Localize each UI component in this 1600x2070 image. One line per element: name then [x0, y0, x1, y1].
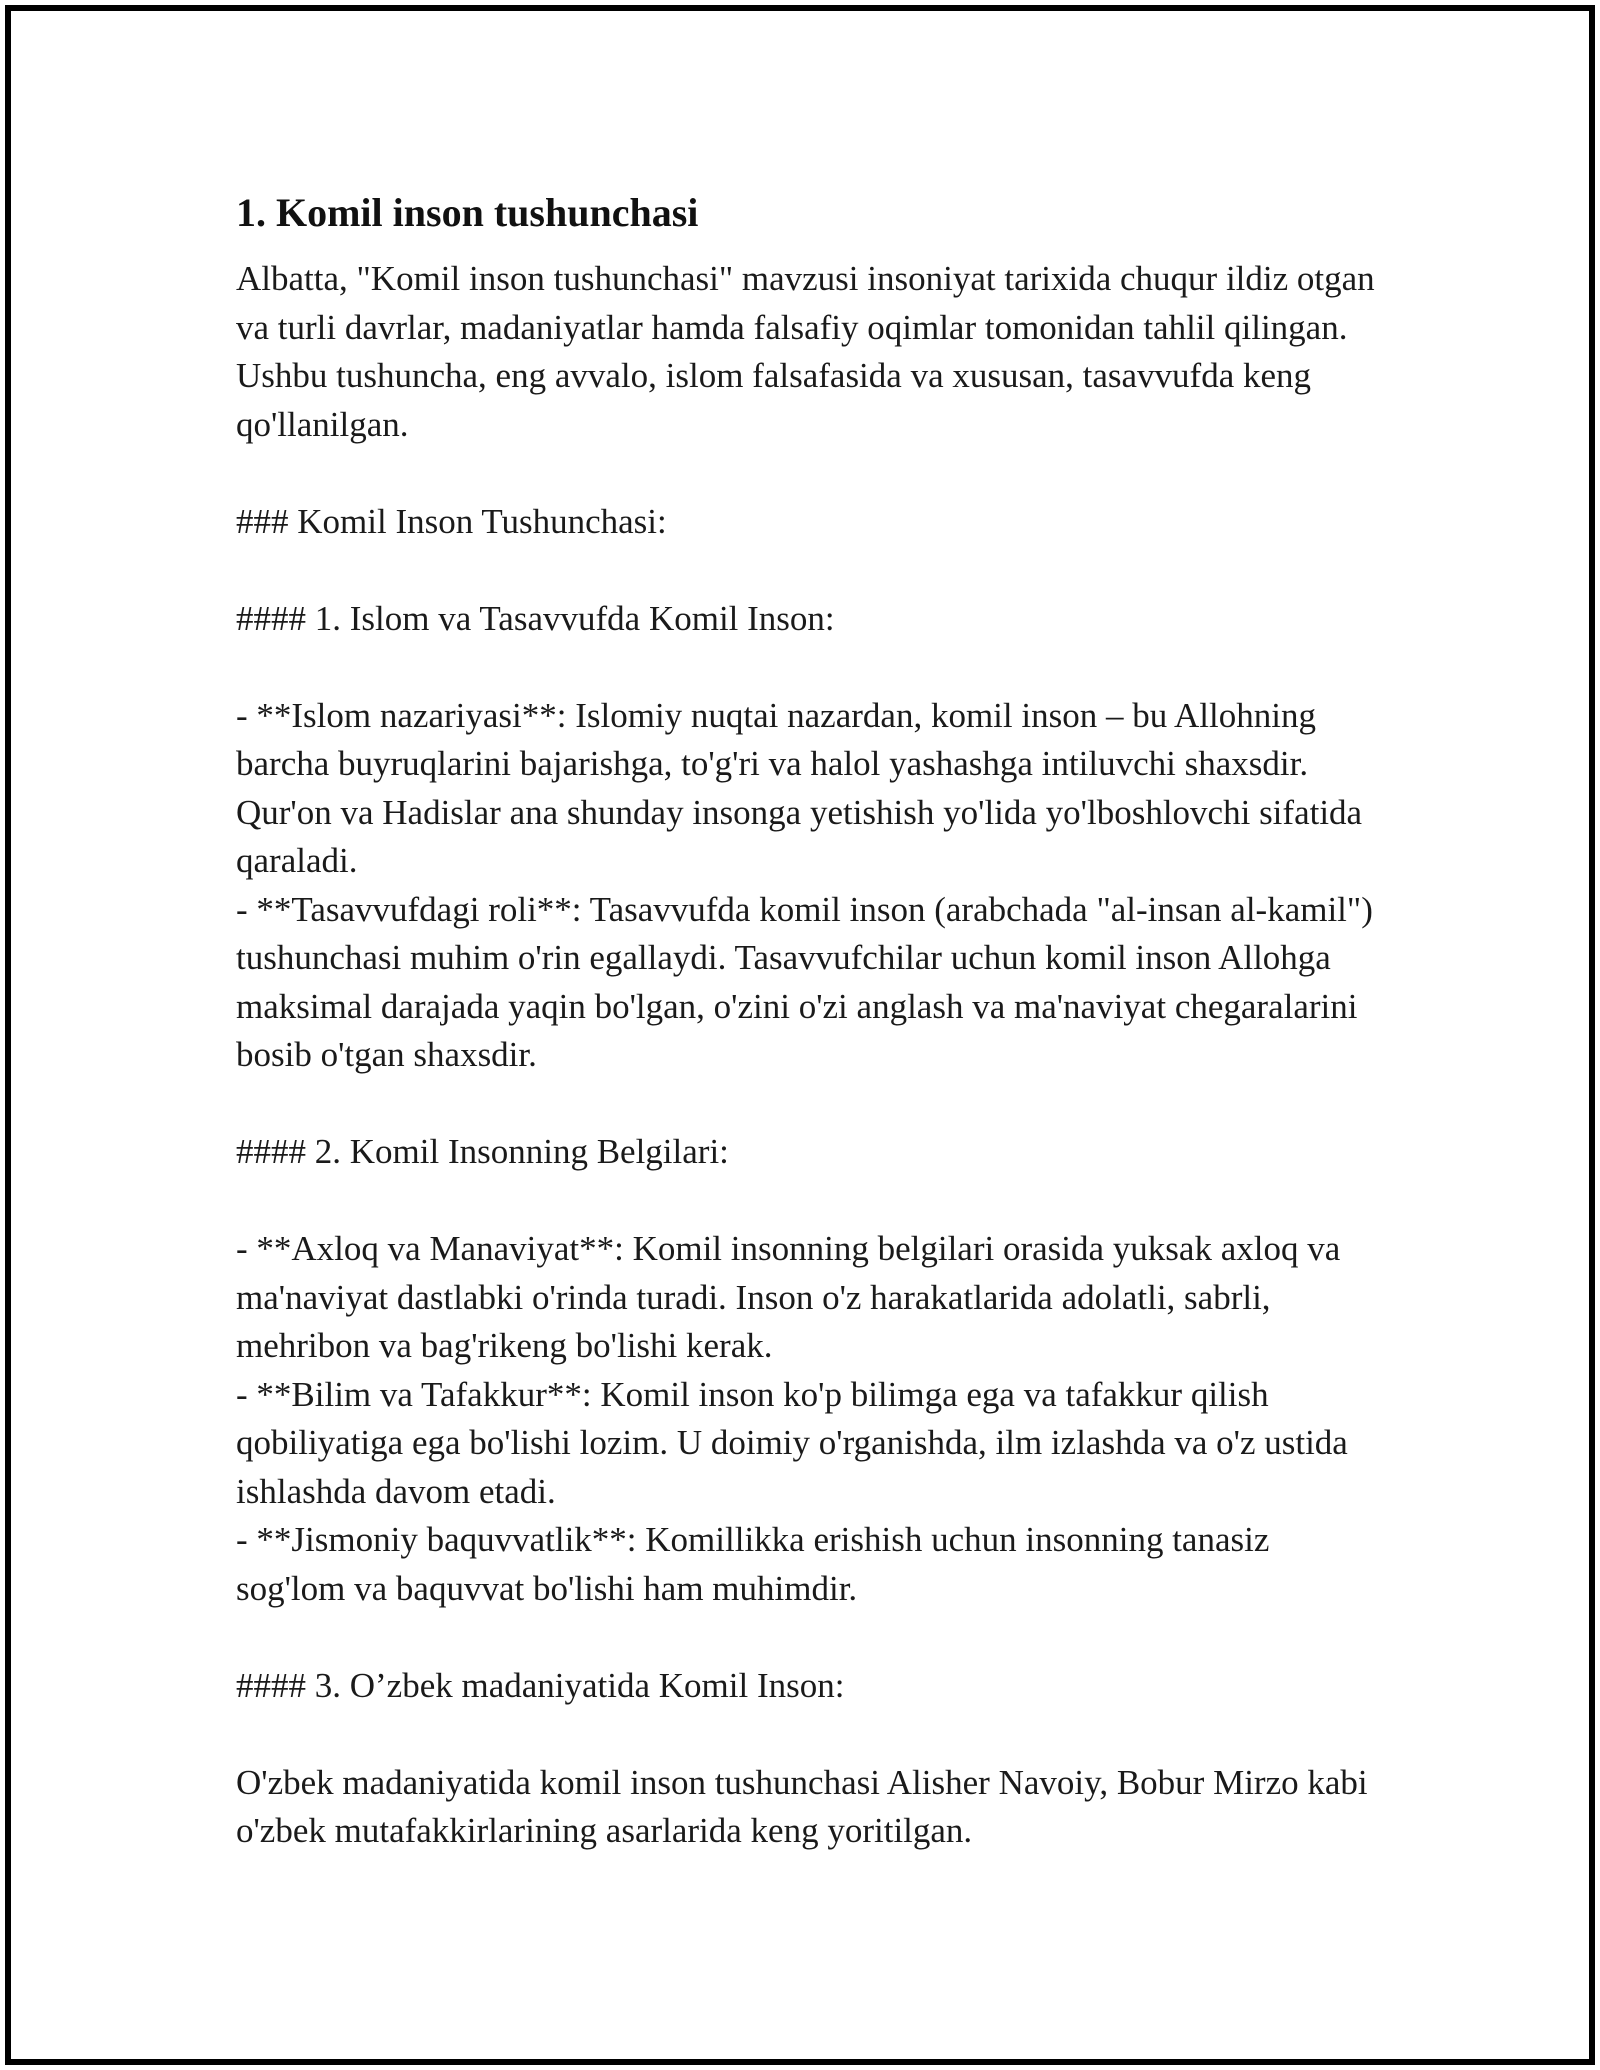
- page-title: 1. Komil inson tushunchasi: [236, 190, 699, 235]
- section-2-heading: #### 2. Komil Insonning Belgilari:: [236, 1132, 729, 1171]
- intro-paragraph: Albatta, "Komil inson tushunchasi" mavzusi insoniyat tarixida chuqur ildiz otgan va turli davrlar, madaniyatlar hamda falsafiy oqimlar tomonidan tahlil qilingan. Ushbu tushuncha, eng avvalo, islom falsafasida va xususan, tasavvufda keng qo'llanilgan.: [236, 259, 1375, 444]
- list-item-axloq-va-manaviyat: - **Axloq va Manaviyat**: Komil insonning belgilari orasida yuksak axloq va ma'naviyat dastlabki o'rinda turadi. Inson o'z harakatlarida adolatli, sabrli, mehribon va bag'rikeng bo'lishi kerak.: [236, 1229, 1341, 1365]
- spacer: [236, 449, 1376, 498]
- list-item-tasavvufdagi-roli: - **Tasavvufdagi roli**: Tasavvufda komil inson (arabchada "al-insan al-kamil") tushunchasi muhim o'rin egallaydi. Tasavvufchilar uchun komil inson Allohga maksimal darajada yaqin bo'lgan, o'zini o'zi anglash va ma'naviyat chegaralarini bosib o'tgan shaxsdir.: [236, 889, 1373, 1074]
- spacer: [236, 1710, 1376, 1759]
- section-1-heading: #### 1. Islom va Tasavvufda Komil Inson:: [236, 598, 835, 638]
- spacer: [236, 643, 1376, 692]
- section-3-paragraph: O'zbek madaniyatida komil inson tushunchasi Alisher Navoiy, Bobur Mirzo kabi o'zbek mutafakkirlarining asarlarida keng yoritilgan.: [236, 1762, 1368, 1850]
- list-item-jismoniy-baquvvatlik: - **Jismoniy baquvvatlik**: Komillikka erishish uchun insonning tanasiz sog'lom va baquvvat bo'lishi ham muhimdir.: [236, 1520, 1270, 1608]
- section-3-heading: #### 3. O’zbek madaniyatida Komil Inson:: [236, 1665, 845, 1705]
- list-item-islom-nazariyasi: - **Islom nazariyasi**: Islomiy nuqtai nazardan, komil inson – bu Allohning barcha buyruqlarini bajarishga, to'g'ri va halol yashashga intiluvchi shaxsdir. Qur'on va Hadislar ana shunday insonga yetishish yo'lida yo'lboshlovchi sifatida qaraladi.: [236, 695, 1363, 880]
- spacer: [236, 1177, 1376, 1226]
- list-item-bilim-va-tafakkur: - **Bilim va Tafakkur**: Komil inson ko'p bilimga ega va tafakkur qilish qobiliyatiga ega bo'lishi lozim. U doimiy o'rganishda, ilm izlashda va o'z ustida ishlashda davom etadi.: [236, 1374, 1348, 1511]
- main-heading: ### Komil Inson Tushunchasi:: [236, 501, 667, 541]
- spacer: [236, 1080, 1376, 1129]
- spacer: [236, 1613, 1376, 1662]
- spacer: [236, 546, 1376, 595]
- document-body: [236, 185, 1376, 1856]
